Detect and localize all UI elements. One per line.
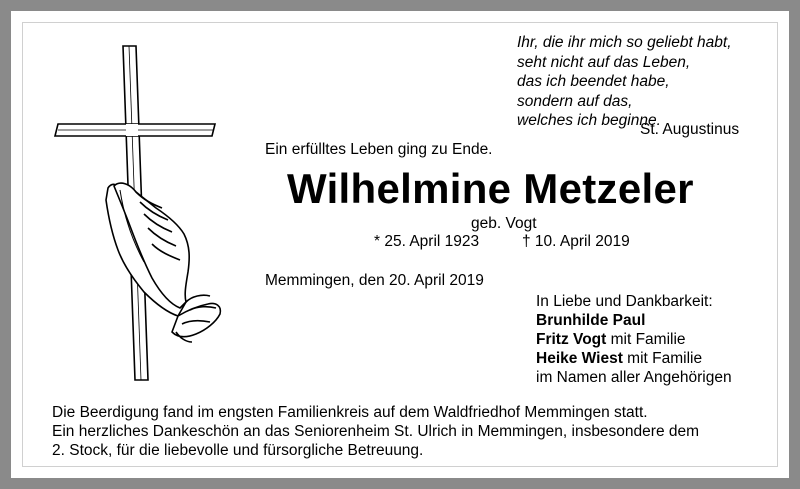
- poem-line: seht nicht auf das Leben,: [517, 53, 691, 71]
- poem-line: das ich beendet habe,: [517, 73, 670, 90]
- mourner-line: [536, 349, 732, 368]
- cross-with-praying-hands: [40, 40, 230, 390]
- place-and-date: Memmingen, den 20. April 2019: [265, 272, 484, 289]
- birth-name: geb. Vogt: [471, 215, 537, 232]
- praying-hands-icon: [106, 183, 220, 342]
- mourner-line: [536, 311, 732, 330]
- poem-author: St. Augustinus: [640, 121, 740, 138]
- intro-text: Ein erfülltes Leben ging zu Ende.: [265, 141, 493, 158]
- poem-line: welches ich beginne.: [517, 112, 661, 129]
- footer-line: 2. Stock, für die liebevolle und fürsorgliche Betreuung.: [52, 442, 424, 459]
- mourner-name: Brunhilde Paul: [536, 312, 646, 329]
- mourners-heading: In Liebe und Dankbarkeit:: [536, 293, 713, 310]
- birth-date: * 25. April 1923: [374, 233, 480, 250]
- mourner-name: Heike Wiest: [536, 350, 623, 367]
- footer-line: Ein herzliches Dankeschön an das Seniorenheim St. Ulrich in Memmingen, insbesondere dem: [52, 423, 700, 440]
- mourner-name: Fritz Vogt: [536, 331, 607, 348]
- poem-line: Ihr, die ihr mich so geliebt habt,: [517, 34, 732, 51]
- poem: [517, 33, 732, 131]
- footer-notice: [52, 403, 699, 460]
- mourners-closing: im Namen aller Angehörigen: [536, 369, 732, 386]
- mourner-suffix: mit Familie: [606, 331, 686, 348]
- poem-line: sondern auf das,: [517, 92, 633, 110]
- mourner-line: [536, 330, 732, 349]
- footer-line: Die Beerdigung fand im engsten Familienkreis auf dem Waldfriedhof Memmingen statt.: [52, 404, 648, 421]
- mourners-block: [536, 292, 732, 387]
- mourner-suffix: mit Familie: [622, 350, 703, 367]
- death-date: † 10. April 2019: [522, 233, 630, 250]
- deceased-name: Wilhelmine Metzeler: [287, 165, 694, 212]
